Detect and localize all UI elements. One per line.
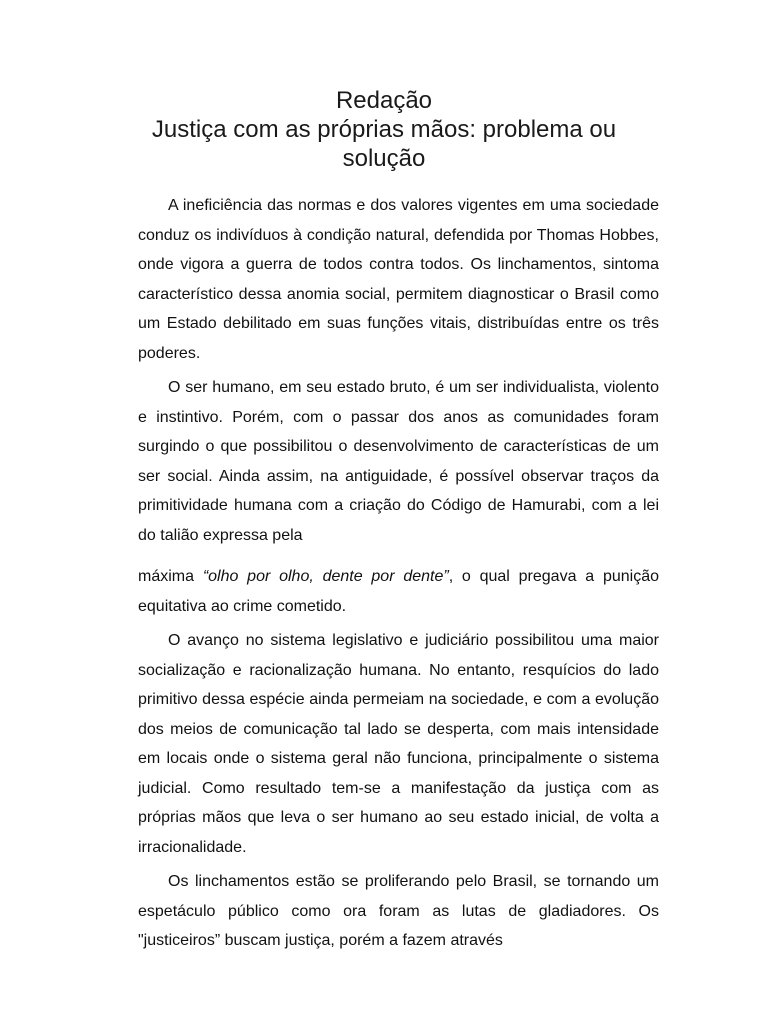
document-title-line-2: solução (342, 145, 426, 172)
essay-body (138, 191, 659, 961)
paragraph-4: Os linchamentos estão se proliferando pelo Brasil, se tornando um espetáculo público como ora foram as lutas de gladiadores. Os "justiceiros” buscam justiça, porém a fazem através (138, 873, 659, 949)
paragraph-2-part-1: O ser humano, em seu estado bruto, é um ser individualista, violento e instintivo. Porém, com o passar dos anos as comunidades foram surgindo o que possibilitou o desenvolvimento de características de um ser social. Ainda assim, na antiguidade, é possível observar traços da primitividade humana com a criação do Código de Hamurabi, com a lei do talião expressa pela (138, 379, 659, 544)
maxim-quote: “olho por olho, dente por dente” (202, 568, 449, 585)
maxim-suffix: , o qual pregava a punição equitativa ao crime cometido. (138, 568, 659, 615)
paragraph-gap (138, 550, 659, 562)
document-title-line-1: Justiça com as próprias mãos: problema ou (151, 116, 617, 143)
paragraph-3: O avanço no sistema legislativo e judiciário possibilitou uma maior socialização e racionalização humana. No entanto, resquícios do lado primitivo dessa espécie ainda permeiam na sociedade, e com a evolução dos meios de comunicação tal lado se desperta, com mais intensidade em locais onde o sistema geral não funciona, principalmente o sistema judicial. Como resultado tem-se a manifestação da justiça com as próprias mãos que leva o ser humano ao seu estado inicial, de volta a irracionalidade. (138, 632, 659, 856)
document-heading: Redação (335, 87, 433, 114)
maxim-prefix: máxima (138, 568, 195, 585)
paragraph-1: A ineficiência das normas e dos valores vigentes em uma sociedade conduz os indivíduos à condição natural, defendida por Thomas Hobbes, onde vigora a guerra de todos contra todos. Os linchamentos, sintoma característico dessa anomia social, permitem diagnosticar o Brasil como um Estado debilitado em suas funções vitais, distribuídas entre os três poderes. (138, 197, 659, 362)
paragraph-2-part-2 (138, 562, 659, 621)
title-block (0, 86, 768, 173)
